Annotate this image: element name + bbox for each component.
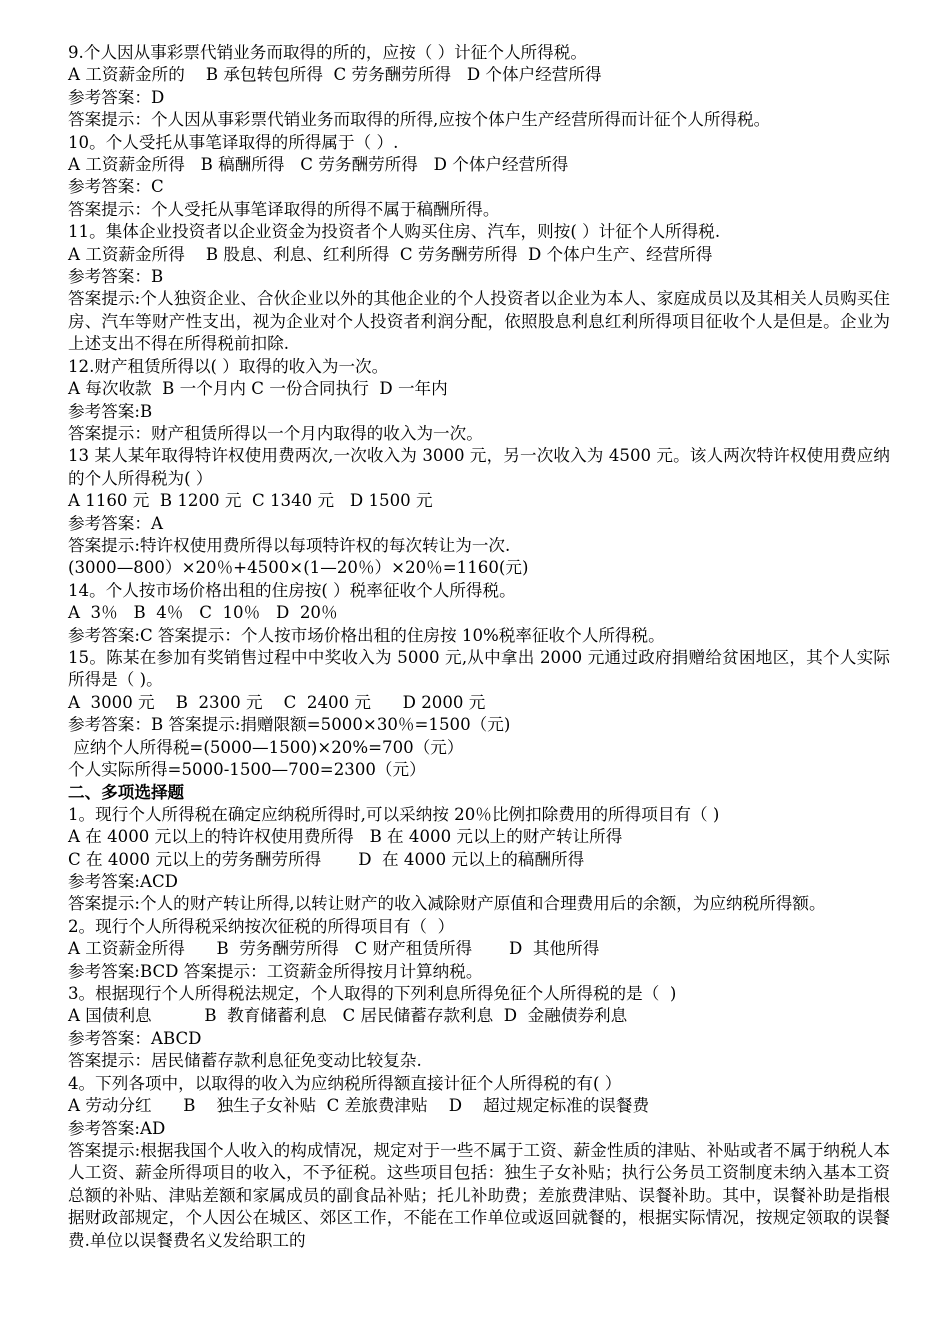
hint-13: 答案提示:特许权使用费所得以每项特许权的每次转让为一次.	[68, 535, 511, 555]
calc-13: (3000—800）×20％+4500×(1—20％）×20％=1160(元)	[68, 558, 529, 578]
options-14: A 3％ B 4％ C 10％ D 20％	[68, 603, 338, 623]
mc-answer-1: 参考答案:ACD	[68, 872, 178, 892]
question-9: 9.个人因从事彩票代销业务而取得的所的，应按（ ）计征个人所得税。	[68, 43, 587, 62]
calc-15-tax: 应纳个人所得税=(5000—1500)×20%=700（元）	[68, 737, 464, 757]
mc-answer-2: 参考答案:BCD 答案提示：工资薪金所得按月计算纳税。	[68, 961, 483, 981]
mc-question-4: 4。下列各项中，以取得的收入为应纳税所得额直接计征个人所得税的有( ）	[68, 1073, 622, 1093]
mc-answer-3: 参考答案：ABCD	[68, 1028, 202, 1048]
answer-10: 参考答案：C	[68, 177, 164, 197]
options-15: A 3000 元 B 2300 元 C 2400 元 D 2000 元	[68, 692, 486, 712]
mc-options-3: A 国债利息 B 教育储蓄利息 C 居民储蓄存款利息 D 金融债券利息	[68, 1006, 628, 1026]
mc-hint-3: 答案提示：居民储蓄存款利息征免变动比较复杂.	[68, 1051, 422, 1071]
options-9: A 工资薪金所的 B 承包转包所得 C 劳务酬劳所得 D 个体户经营所得	[68, 65, 602, 85]
answer-11: 参考答案：B	[68, 267, 164, 287]
answer-14: 参考答案:C 答案提示：个人按市场价格出租的住房按 10%税率征收个人所得税。	[68, 625, 665, 645]
mc-question-3: 3。根据现行个人所得税法规定，个人取得的下列利息所得免征个人所得税的是（ )	[68, 984, 677, 1004]
options-13: A 1160 元 B 1200 元 C 1340 元 D 1500 元	[68, 491, 433, 511]
section-heading-multiple-choice: 二、多项选择题	[68, 782, 185, 803]
mc-hint-4: 答案提示:根据我国个人收入的构成情况，规定对于一些不属于工资、薪金性质的津贴、补贴或者不属于纳税人本人工资、薪金所得项目的收入，不予征税。这些项目包括：独生子女补贴；执行公务员工资制度未纳入基本工资总额的补贴、津贴差额和家属成员的副食品补贴；托儿补助费；差旅费津贴、误餐补助。其中，误餐补助是指根据财政部规定，个人因公在城区、郊区工作，不能在工作单位或返回就餐的，根据实际情况，按规定领取的误餐费.单位以误餐费名义发给职工的	[68, 1140, 890, 1250]
question-13: 13 某人某年取得特许权使用费两次,一次收入为 3000 元，另一次收入为 4500 元。该人两次特许权使用费应纳的个人所得税为( ）	[68, 446, 890, 488]
answer-13: 参考答案：A	[68, 513, 163, 533]
options-11: A 工资薪金所得 B 股息、利息、红利所得 C 劳务酬劳所得 D 个体户生产、经营所得	[68, 244, 713, 264]
mc-options-1-cd: C 在 4000 元以上的劳务酬劳所得 D 在 4000 元以上的稿酬所得	[68, 849, 585, 869]
question-12: 12.财产租赁所得以( ）取得的收入为一次。	[68, 356, 389, 376]
answer-9: 参考答案：D	[68, 87, 165, 107]
mc-options-2: A 工资薪金所得 B 劳务酬劳所得 C 财产租赁所得 D 其他所得	[68, 939, 600, 959]
mc-answer-4: 参考答案:AD	[68, 1118, 166, 1138]
options-10: A 工资薪金所得 B 稿酬所得 C 劳务酬劳所得 D 个体户经营所得	[68, 155, 569, 175]
mc-options-1-ab: A 在 4000 元以上的特许权使用费所得 B 在 4000 元以上的财产转让所得	[68, 827, 623, 847]
question-15: 15。陈某在参加有奖销售过程中中奖收入为 5000 元,从中拿出 2000 元通过政府捐赠给贫困地区，其个人实际所得是（ )。	[68, 647, 890, 690]
hint-10: 答案提示：个人受托从事笔译取得的所得不属于稿酬所得。	[68, 199, 500, 219]
answer-15: 参考答案：B 答案提示:捐赠限额=5000×30％=1500（元)	[68, 715, 511, 735]
answer-12: 参考答案:B	[68, 401, 153, 421]
hint-9: 答案提示：个人因从事彩票代销业务而取得的所得,应按个体户生产经营所得而计征个人所得税。	[68, 110, 771, 130]
mc-question-2: 2。现行个人所得税采纳按次征税的所得项目有（ ）	[68, 916, 455, 936]
options-12: A 每次收款 B 一个月内 C 一份合同执行 D 一年内	[68, 379, 448, 399]
question-11: 11。集体企业投资者以企业资金为投资者个人购买住房、汽车，则按( ）计征个人所得税.	[68, 222, 721, 242]
question-14: 14。个人按市场价格出租的住房按( ）税率征收个人所得税。	[68, 580, 516, 600]
mc-question-1: 1。现行个人所得税在确定应纳税所得时,可以采纳按 20％比例扣除费用的所得项目有（ )	[68, 804, 720, 824]
mc-hint-1: 答案提示:个人的财产转让所得,以转让财产的收入减除财产原值和合理费用后的余额，为应纳税所得额。	[68, 894, 826, 914]
calc-15-income: 个人实际所得=5000-1500—700=2300（元）	[68, 760, 426, 779]
hint-11: 答案提示:个人独资企业、合伙企业以外的其他企业的个人投资者以企业为本人、家庭成员以及其相关人员购买住房、汽车等财产性支出，视为企业对个人投资者利润分配，依照股息利息红利所得项目征收个人是但是。企业为上述支出不得在所得税前扣除.	[68, 289, 890, 354]
hint-12: 答案提示：财产租赁所得以一个月内取得的收入为一次。	[68, 423, 483, 443]
question-10: 10。个人受托从事笔译取得的所得属于（ ）.	[68, 132, 399, 152]
mc-options-4: A 劳动分红 B 独生子女补贴 C 差旅费津贴 D 超过规定标准的误餐费	[68, 1096, 650, 1116]
